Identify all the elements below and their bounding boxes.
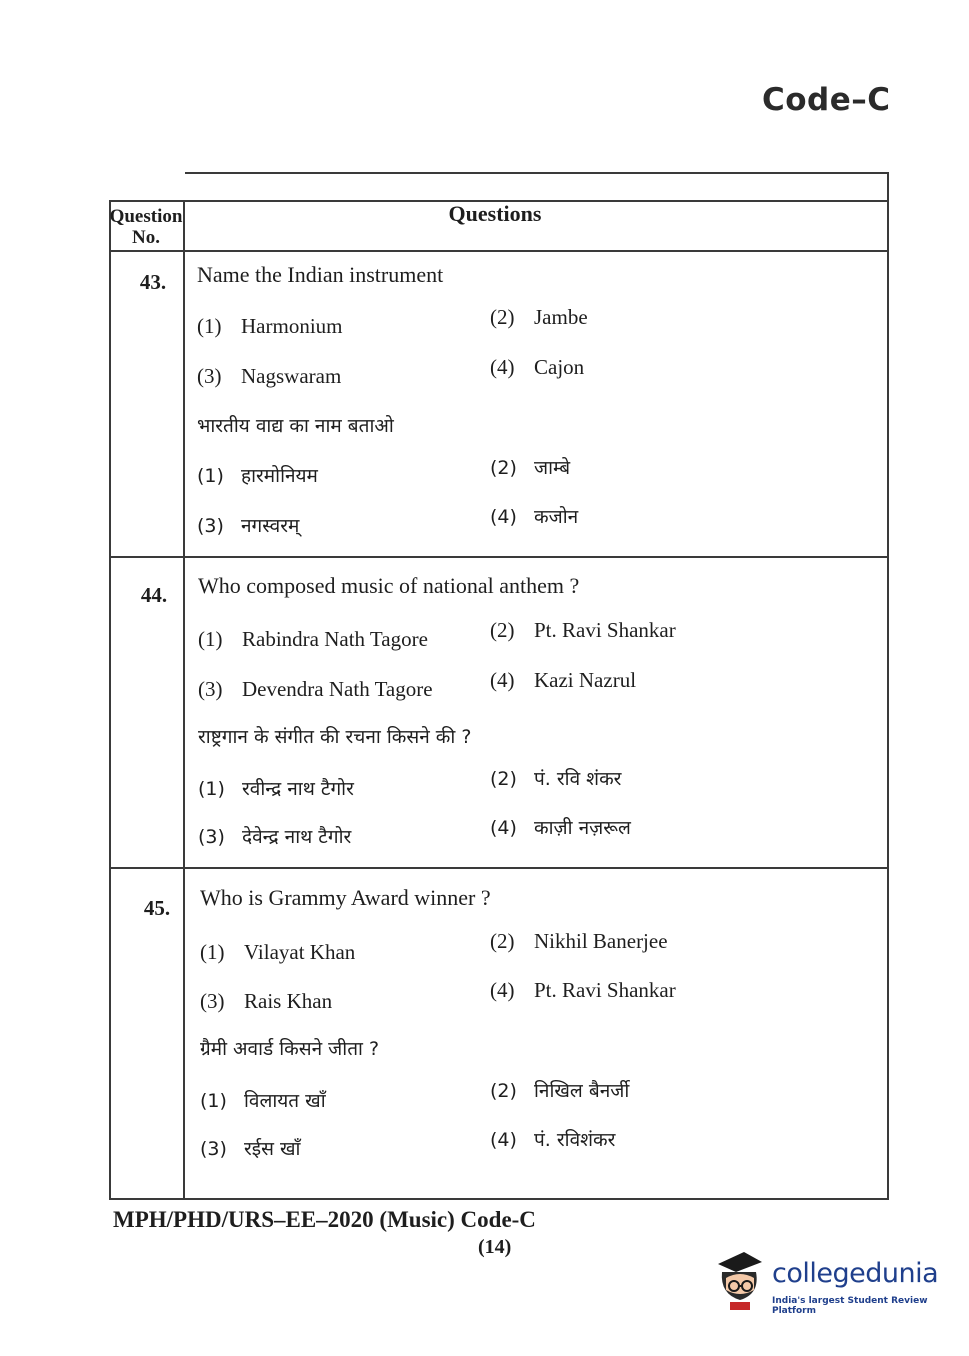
question-number: 44. — [140, 583, 168, 607]
option — [490, 618, 676, 643]
option — [197, 462, 318, 488]
option — [198, 775, 354, 801]
option-label: Jambe — [534, 305, 588, 329]
option-label: रवीन्द्र नाथ टैगोर — [242, 778, 354, 800]
row-divider — [109, 556, 889, 558]
option-number: (3) — [198, 826, 225, 848]
question-number-header-line1: Question — [109, 206, 183, 227]
option — [200, 1135, 300, 1161]
option — [197, 314, 342, 339]
option-number: (1) — [198, 627, 223, 651]
option — [198, 627, 428, 652]
table-top-frame — [185, 172, 889, 202]
option-number: (4) — [490, 668, 515, 692]
option-label: जाम्बे — [534, 457, 571, 479]
option-number: (3) — [200, 989, 225, 1013]
option-number: (2) — [490, 768, 517, 790]
option-number: (4) — [490, 355, 515, 379]
mascot-logo-icon — [710, 1250, 770, 1314]
question-text-en: Name the Indian instrument — [197, 262, 444, 287]
brand-name: collegedunia — [772, 1258, 939, 1289]
option-label: Cajon — [534, 355, 585, 379]
page-number: (14) — [478, 1236, 512, 1258]
option — [490, 668, 636, 693]
option-label: Nagswaram — [241, 364, 342, 388]
option-label: Devendra Nath Tagore — [242, 677, 433, 701]
option — [197, 512, 299, 538]
option-label: Pt. Ravi Shankar — [534, 978, 676, 1002]
option-label: रईस खाँ — [244, 1138, 301, 1160]
row-divider — [109, 867, 889, 869]
questions-header: Questions — [448, 201, 542, 226]
option-number: (4) — [490, 1129, 517, 1151]
question-number: 45. — [143, 896, 171, 920]
option — [490, 978, 676, 1003]
option — [490, 1126, 615, 1152]
option-label: Rais Khan — [244, 989, 333, 1013]
brand-tagline: India's largest Student Review Platform — [772, 1296, 928, 1316]
option — [490, 1077, 629, 1103]
option-number: (2) — [490, 618, 515, 642]
option — [200, 989, 332, 1014]
option-number: (3) — [197, 515, 224, 537]
option-label: Vilayat Khan — [244, 940, 356, 964]
option-number: (3) — [198, 677, 223, 701]
option — [197, 364, 341, 389]
option — [200, 1087, 326, 1113]
option-number: (1) — [200, 1090, 227, 1112]
option-label: Pt. Ravi Shankar — [534, 618, 676, 642]
option-label: निखिल बैनर्जी — [534, 1080, 630, 1102]
option — [198, 677, 433, 702]
option-number: (1) — [200, 940, 225, 964]
option-number: (4) — [490, 978, 515, 1002]
option-number: (2) — [490, 457, 517, 479]
option-label: Nikhil Banerjee — [534, 929, 668, 953]
option-label: हारमोनियम — [241, 465, 318, 487]
option — [490, 929, 668, 954]
option-number: (3) — [200, 1138, 227, 1160]
option-label: Harmonium — [241, 314, 343, 338]
option-number: (1) — [198, 778, 225, 800]
option-number: (2) — [490, 305, 515, 329]
option-number: (1) — [197, 314, 222, 338]
option — [200, 940, 355, 965]
paper-code: Code–C — [762, 82, 891, 118]
option — [490, 305, 588, 330]
option — [490, 765, 621, 791]
option-number: (4) — [490, 817, 517, 839]
option-label: Rabindra Nath Tagore — [242, 627, 428, 651]
option — [490, 454, 570, 480]
question-number-header-line2: No. — [132, 227, 160, 248]
question-text-hi: राष्ट्रगान के संगीत की रचना किसने की ? — [198, 726, 472, 748]
question-text-hi: भारतीय वाद्य का नाम बताओ — [197, 415, 394, 437]
option-number: (1) — [197, 465, 224, 487]
option — [490, 355, 584, 380]
option-label: Kazi Nazrul — [534, 668, 637, 692]
question-number: 43. — [139, 270, 167, 294]
option-number: (2) — [490, 1080, 517, 1102]
option-label: पं. रविशंकर — [534, 1129, 616, 1151]
question-text-en: Who composed music of national anthem ? — [198, 573, 580, 598]
option — [490, 503, 578, 529]
footer-paper-code: MPH/PHD/URS–EE–2020 (Music) Code-C — [113, 1207, 536, 1232]
option-label: विलायत खाँ — [244, 1090, 326, 1112]
header-divider — [109, 250, 889, 252]
option-label: पं. रवि शंकर — [534, 768, 622, 790]
option-label: कजोन — [534, 506, 579, 528]
column-divider — [183, 200, 185, 1200]
option — [198, 823, 351, 849]
option-label: नगस्वरम् — [241, 515, 300, 537]
collegedunia-watermark[interactable] — [710, 1250, 940, 1320]
option — [490, 814, 631, 840]
option-number: (4) — [490, 506, 517, 528]
option-label: देवेन्द्र नाथ टैगोर — [242, 826, 352, 848]
option-label: काज़ी नज़रूल — [534, 817, 631, 839]
question-text-en: Who is Grammy Award winner ? — [200, 885, 491, 910]
option-number: (3) — [197, 364, 222, 388]
question-number-header — [109, 206, 183, 248]
option-number: (2) — [490, 929, 515, 953]
question-text-hi: ग्रैमी अवार्ड किसने जीता ? — [200, 1038, 380, 1060]
